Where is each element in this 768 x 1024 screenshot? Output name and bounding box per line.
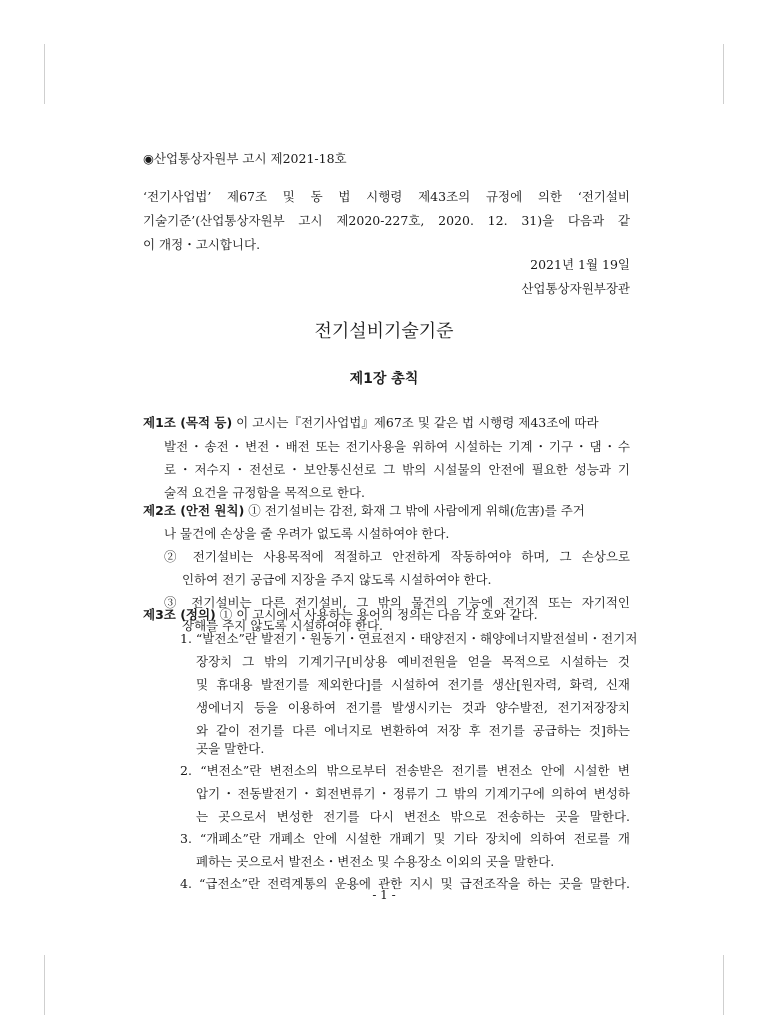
article-3-item: 2. “변전소”란 변전소의 밖으로부터 전송받은 전기를 변전소 안에 시설한 변 xyxy=(180,763,630,778)
notice-issuer: 산업통상자원부장관 xyxy=(521,281,630,296)
article-2-heading: 제2조 (안전 원칙) xyxy=(143,503,245,518)
article-3-line: 장장치 그 밖의 기계기구[비상용 예비전원을 얻을 목적으로 시설하는 것 xyxy=(196,654,630,669)
article-3-line: 및 휴대용 발전기를 제외한다]를 시설하여 전기를 생산[원자력, 화력, 신재 xyxy=(196,677,630,692)
article-3-heading: 제3조 (정의) xyxy=(143,607,216,622)
article-2-line: 인하여 전기 공급에 지장을 주지 않도록 시설하여야 한다. xyxy=(182,572,492,587)
article-3-line: 폐하는 곳으로서 발전소・변전소 및 수용장소 이외의 곳을 말한다. xyxy=(196,854,555,869)
article-1-first-line xyxy=(143,412,599,434)
article-1-line: 술적 요건을 규정함을 목적으로 한다. xyxy=(164,485,365,500)
article-2-line: 장해를 주지 않도록 시설하여야 한다. xyxy=(182,618,383,633)
article-1-line: 로・저수지・전선로・보안통신선로 그 밖의 시설물의 안전에 필요한 성능과 기 xyxy=(164,462,630,477)
article-2-paragraph: ③ 전기설비는 다른 전기설비, 그 밖의 물건의 기능에 전기적 또는 자기적인 xyxy=(164,595,630,610)
article-1-heading: 제1조 (목적 등) xyxy=(143,415,233,430)
margin-line-left-top xyxy=(44,44,45,104)
notice-date: 2021년 1월 19일 xyxy=(530,257,630,272)
margin-line-left-bottom xyxy=(44,955,45,1015)
preamble-line: 이 개정・고시합니다. xyxy=(143,237,261,252)
preamble-line: ‘전기사업법’ 제67조 및 동 법 시행령 제43조의 규정에 의한 ‘전기설비 xyxy=(143,189,630,204)
article-3-line: 생에너지 등을 이용하여 전기를 발생시키는 것과 양수발전, 전기저장장치 xyxy=(196,700,630,715)
article-3-item: 1. “발전소”란 발전기・원동기・연료전지・태양전지・해양에너지발전설비・전기저 xyxy=(180,631,638,646)
margin-line-right-bottom xyxy=(723,955,724,1015)
document-title: 전기설비기술기준 xyxy=(314,321,454,342)
article-3-item: 3. “개폐소”란 개폐소 안에 시설한 개폐기 및 기타 장치에 의하여 전로를 개 xyxy=(180,831,630,846)
chapter-heading: 제1장 총칙 xyxy=(349,371,419,387)
article-2-paragraph: ② 전기설비는 사용목적에 적절하고 안전하게 작동하여야 하며, 그 손상으로 xyxy=(164,549,630,564)
article-3-item: 4. “급전소”란 전력계통의 운용에 관한 지시 및 급전조작을 하는 곳을 말한다. xyxy=(180,876,630,891)
article-2-line: 나 물건에 손상을 줄 우려가 없도록 시설하여야 한다. xyxy=(164,526,450,541)
article-3-text: ① 이 고시에서 사용하는 용어의 정의는 다음 각 호와 같다. xyxy=(215,607,538,622)
article-2-first-line xyxy=(143,500,585,522)
article-2-text: ① 전기설비는 감전, 화재 그 밖에 사람에게 위해(危害)를 주거 xyxy=(244,503,585,518)
margin-line-right-top xyxy=(723,44,724,104)
article-3-line: 는 곳으로서 변성한 전기를 다시 변전소 밖으로 전송하는 곳을 말한다. xyxy=(196,809,630,824)
preamble-line: 기술기준’(산업통상자원부 고시 제2020-227호, 2020. 12. 31)을 다음과 같 xyxy=(143,213,630,228)
notice-number: ◉산업통상자원부 고시 제2021-18호 xyxy=(143,151,347,166)
article-3-line: 곳을 말한다. xyxy=(196,741,265,756)
page-number: - 1 - xyxy=(372,888,396,902)
article-3-first-line xyxy=(143,604,538,626)
article-3-line: 압기・전동발전기・회전변류기・정류기 그 밖의 기계기구에 의하여 변성하 xyxy=(196,786,630,801)
article-1-text: 이 고시는『전기사업법』제67조 및 같은 법 시행령 제43조에 따라 xyxy=(232,415,599,430)
article-3-line: 와 같이 전기를 다른 에너지로 변환하여 저장 후 전기를 공급하는 것]하는 xyxy=(196,723,630,738)
article-1-line: 발전・송전・변전・배전 또는 전기사용을 위하여 시설하는 기계・기구・댐・수 xyxy=(164,439,630,454)
